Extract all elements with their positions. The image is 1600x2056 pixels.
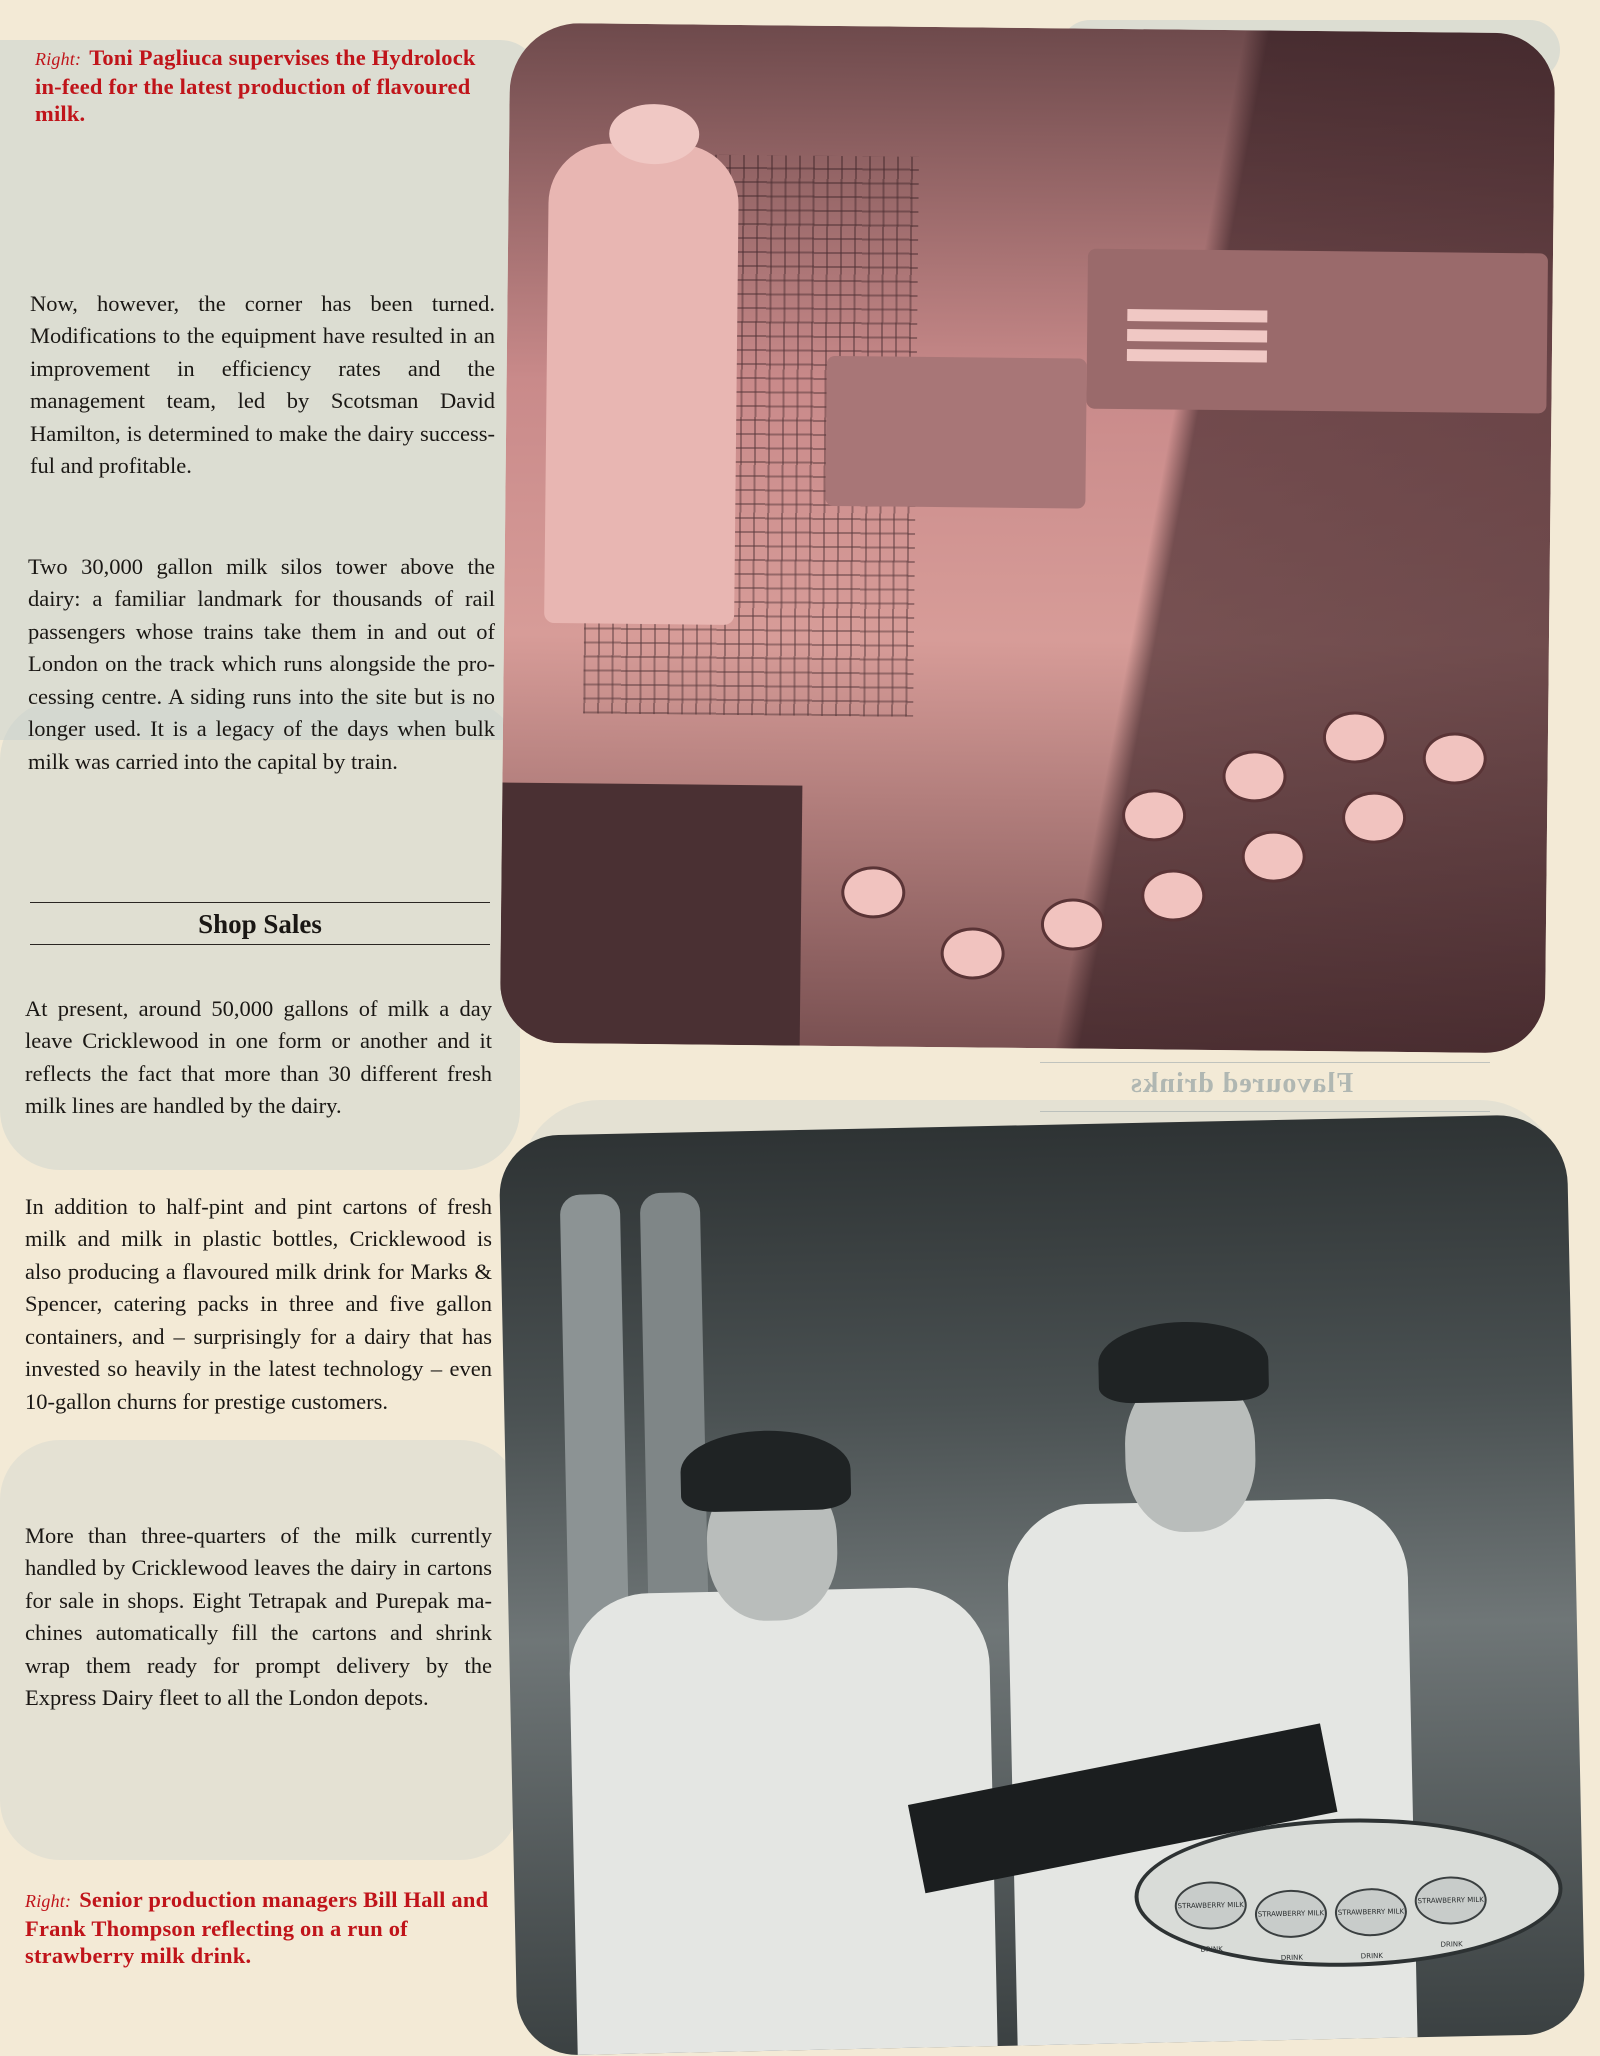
milk-bottle — [1141, 869, 1206, 922]
bleed-through-heading: Flavoured drinks — [1130, 1068, 1354, 1099]
section-heading — [30, 902, 490, 945]
machine-housing — [825, 356, 1087, 509]
roll-label: STRAWBERRY MILK DRINK — [1174, 1881, 1247, 1930]
milk-bottle — [940, 927, 1005, 980]
photo-bottling-line — [500, 23, 1556, 1054]
manager-left-hat — [680, 1429, 852, 1513]
photo-caption-bottom — [25, 1886, 495, 1969]
vent-slot — [1127, 349, 1267, 362]
milk-bottle — [1222, 750, 1287, 803]
roll-label: STRAWBERRY MILK DRINK — [1254, 1889, 1327, 1938]
vent-slot — [1127, 329, 1267, 342]
milk-bottle — [1323, 711, 1388, 764]
photo-managers — [498, 1114, 1585, 2056]
article-paragraph: Now, however, the corner has been turned. Modifications to the equipment have resulted in an improvement in efficiency rates and the management team, led by Scotsman David Hamilton, is determined to make the dairy successful and profitable. — [30, 290, 495, 479]
caption-lead: Right: — [25, 1891, 72, 1911]
caption-text: Senior production managers Bill Hall and Frank Thompson reflecting on a run of strawberry milk drink. — [25, 1887, 489, 1968]
section-heading-text: Shop Sales — [198, 909, 322, 939]
milk-bottle — [841, 866, 906, 919]
caption-text: Toni Pagliuca supervises the Hydrolock in-feed for the latest production of flavoured milk. — [35, 45, 476, 126]
worker-cap — [609, 104, 700, 165]
machine-base — [500, 783, 803, 1046]
milk-bottle — [1041, 898, 1106, 951]
vent-slot — [1127, 309, 1267, 322]
article-paragraph: Two 30,000 gallon milk silos tower above the dairy: a familiar landmark for thousands of rail passengers whose trains take them in and out of London on the track which runs alongside the processing centre. A siding runs into the site but is no longer used. It is a legacy of the days when bulk milk was carried into the capital by train. — [28, 553, 495, 775]
bleed-through-rule — [1040, 1062, 1490, 1063]
milk-bottle — [1342, 791, 1407, 844]
manager-right-hat — [1098, 1320, 1270, 1404]
bleed-through-rule — [1040, 1111, 1490, 1112]
milk-bottle — [1122, 789, 1187, 842]
article-paragraph: At present, around 50,000 gallons of milk a day leave Cricklewood in one form or another and it reflects the fact that more than 30 different fresh milk lines are handled by the dairy. — [25, 995, 492, 1119]
milk-bottle — [1241, 830, 1306, 883]
roll-label: STRAWBERRY MILK DRINK — [1334, 1887, 1407, 1936]
article-paragraph: More than three-quarters of the milk currently handled by Cricklewood leaves the dairy in cartons for sale in shops. Eight Tetrapak and Purepak machines automatically fill the cartons and shrink wrap them ready for prompt delivery by the Express Dairy fleet to all the London depots. — [25, 1522, 492, 1711]
worker-figure — [544, 143, 739, 625]
caption-lead: Right: — [35, 49, 82, 69]
milk-bottle — [1422, 732, 1487, 785]
photo-caption-top — [35, 44, 505, 127]
roll-label: STRAWBERRY MILK DRINK — [1414, 1876, 1487, 1925]
article-paragraph: In addition to half-pint and pint cartons of fresh milk and milk in plastic bottles, Cricklewood is also producing a flavoured milk drink for Marks & Spencer, catering packs in three and five gallon containers, and – surprisingly for a dairy that has invested so heavily in the latest technology – even 10-gallon churns for prestige customers. — [25, 1193, 492, 1415]
